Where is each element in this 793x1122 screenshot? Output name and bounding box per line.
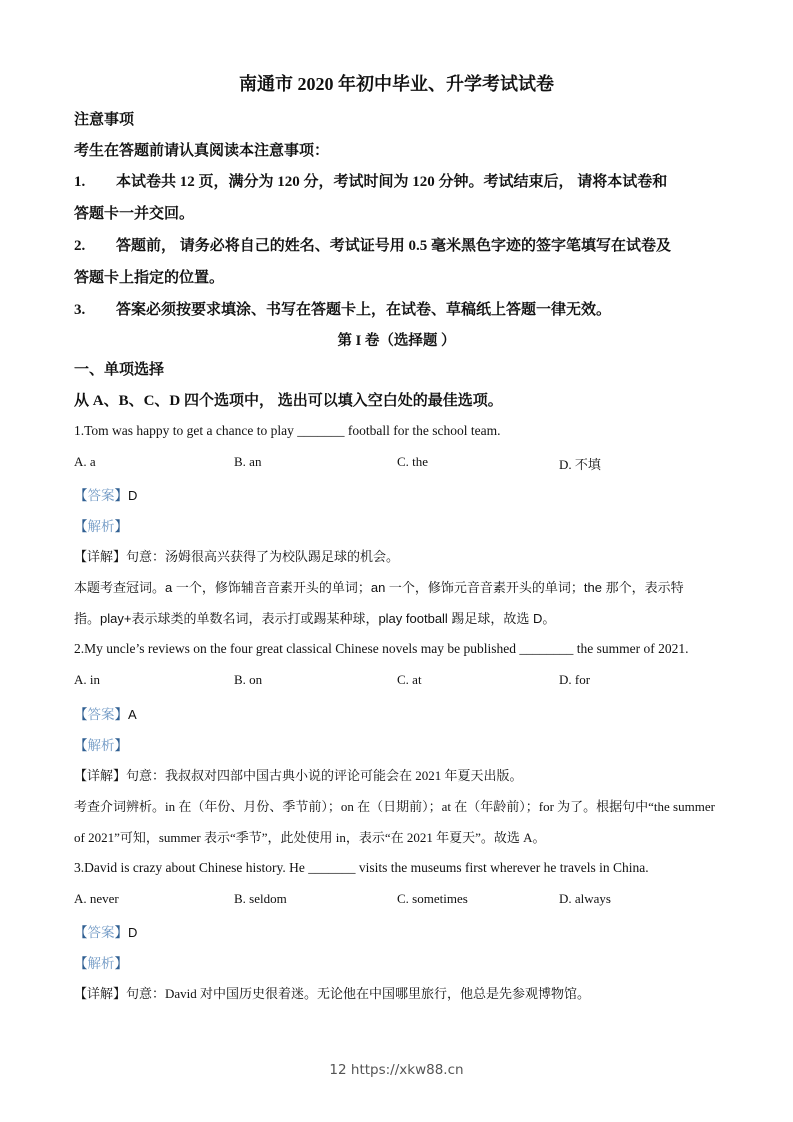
question-1-explanation-line-2: 指。play+表示球类的单数名词，表示打或踢某种球，play football 踢足球，故选 D。 [74,611,556,626]
page-title: 南通市 2020 年初中毕业、升学考试试卷 [239,74,554,94]
question-1-explanation-line-1: 本题考查冠词。a 一个，修饰辅音音素开头的单词；an 一个，修饰元音音素开头的单词；the 那个，表示特 [74,580,684,595]
page-footer: 12 https://xkw88.cn [329,1062,464,1078]
answer-value: A [128,707,137,722]
notice-item-2 [74,234,671,255]
question-1-option-a: A. a [74,454,96,469]
question-2-option-b: B. on [234,672,263,687]
notice-item-2-cont: 答题卡上指定的位置。 [74,270,225,286]
question-2-answer: 【答案】A [74,707,137,722]
notice-text: 答题前， 请务必将自己的姓名、考试证号用 0.5 毫米黑色字迹的签字笔填写在试卷及 [116,238,672,254]
volume-heading: 第 I 卷（选择题 ） [337,333,456,349]
question-2-detail: 【详解】句意：我叔叔对四部中国古典小说的评论可能会在 2021 年夏天出版。 [74,768,523,783]
question-3-stem: 3.David is crazy about Chinese history. He _______ visits the museums first wherever he travels in China. [74,860,649,875]
question-1-analysis-label: 【解析】 [74,519,128,534]
question-3-answer: 【答案】D [74,925,138,940]
question-1-option-b: B. an [234,454,262,469]
notice-heading: 注意事项 [74,112,135,128]
notice-item-3 [74,298,611,319]
question-2-option-d: D. for [559,672,591,687]
notice-intro: 考生在答题前请认真阅读本注意事项： [74,143,330,159]
question-3-analysis-label: 【解析】 [74,956,128,971]
question-3-option-a: A. never [74,891,119,906]
notice-item-1 [74,170,667,191]
question-1-option-d: D. 不填 [559,457,601,472]
question-3-option-c: C. sometimes [397,891,468,906]
section-instruction: 从 A、B、C、D 四个选项中， 选出可以填入空白处的最佳选项。 [74,393,503,409]
question-2-option-a: A. in [74,672,100,687]
section-heading: 一、单项选择 [74,362,165,378]
answer-value: D [128,488,138,503]
question-1-answer: 【答案】D [74,488,138,503]
question-1-option-c: C. the [397,454,429,469]
question-2-explanation-line-2: of 2021”可知，summer 表示“季节”，此处使用 in，表示“在 2021 年夏天”。故选 A。 [74,830,546,845]
question-3-option-b: B. seldom [234,891,287,906]
question-2-analysis-label: 【解析】 [74,738,128,753]
question-2-stem: 2.My uncle’s reviews on the four great classical Chinese novels may be published ________ the summer of 2021. [74,641,689,656]
notice-number: 3. [74,302,86,318]
question-2-explanation-line-1: 考查介词辨析。in 在（年份、月份、季节前）；on 在（日期前）；at 在（年龄前）；for 为了。根据句中“the summer [74,799,715,814]
question-3-detail: 【详解】句意：David 对中国历史很着迷。无论他在中国哪里旅行，他总是先参观博物馆。 [74,986,591,1001]
notice-number: 2. [74,238,86,254]
notice-number: 1. [74,174,86,190]
question-1-detail: 【详解】句意：汤姆很高兴获得了为校队踢足球的机会。 [74,549,400,564]
notice-item-1-cont: 答题卡一并交回。 [74,206,195,222]
notice-text: 本试卷共 12 页，满分为 120 分，考试时间为 120 分钟。考试结束后， 请将本试卷和 [116,174,668,190]
question-1-stem: 1.Tom was happy to get a chance to play _______ football for the school team. [74,423,501,438]
question-3-option-d: D. always [559,891,611,906]
answer-value: D [128,925,138,940]
question-2-option-c: C. at [397,672,422,687]
notice-text: 答案必须按要求填涂、书写在答题卡上，在试卷、草稿纸上答题一律无效。 [116,302,612,318]
